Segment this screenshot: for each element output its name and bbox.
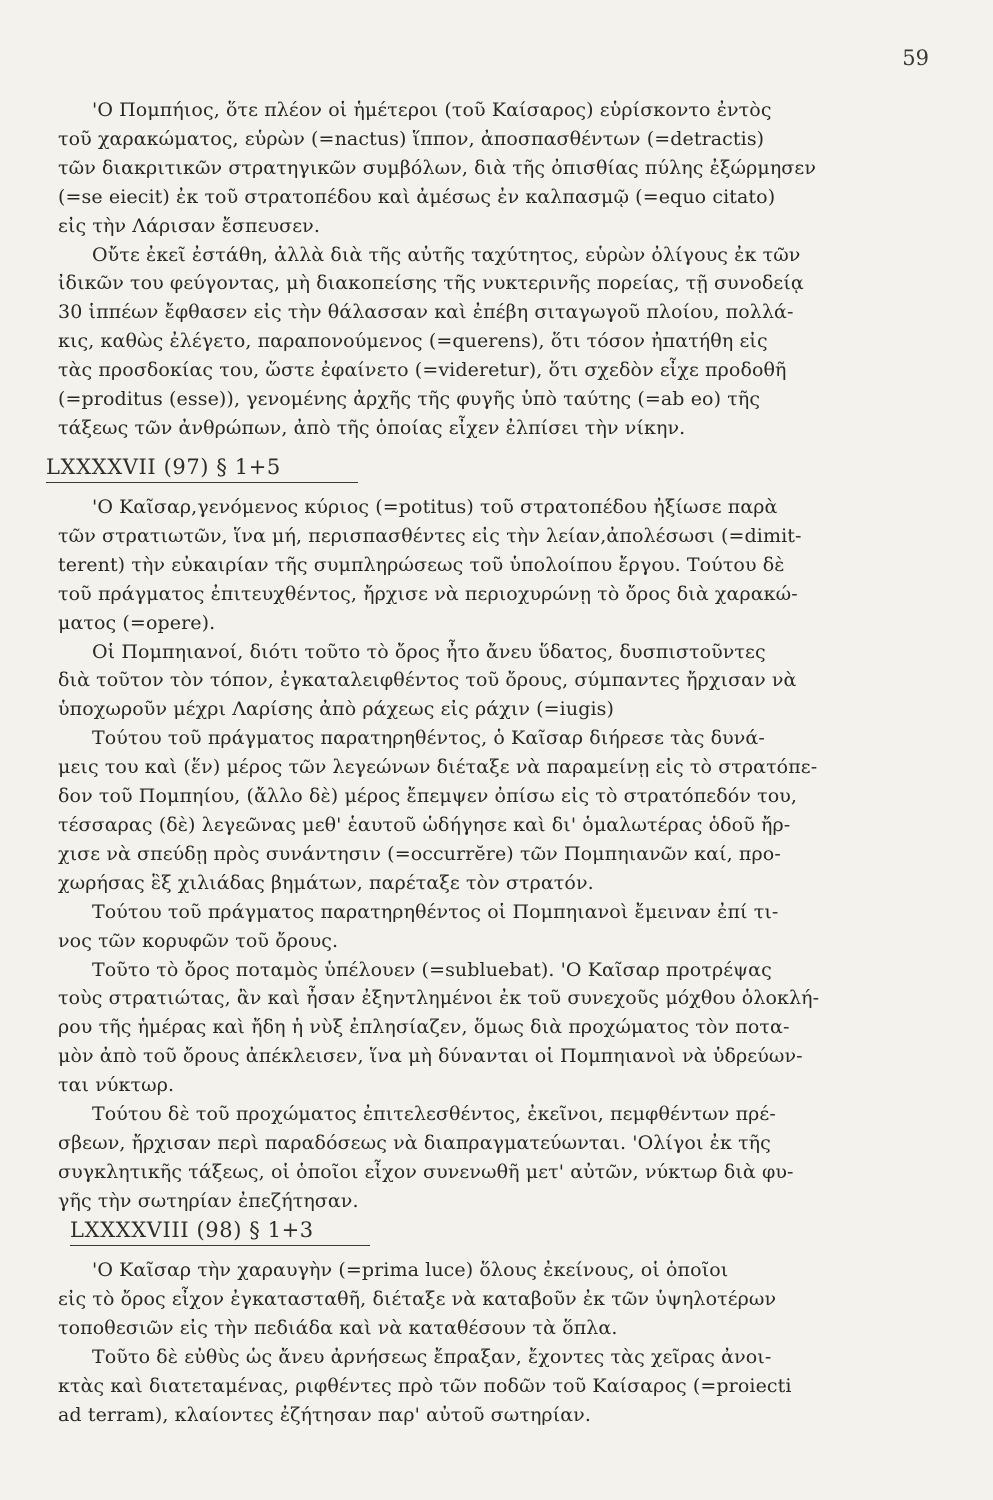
text-line: μὸν ἀπὸ τοῦ ὄρους ἀπέκλεισεν, ἵνα μὴ δύνανται οἱ Πομπηιανοὶ νὰ ὑδρεύων-: [58, 1045, 803, 1068]
text-line: Τούτου τοῦ πράγματος παρατηρηθέντος οἱ Πομπηιανοὶ ἔμειναν ἐπί τι-: [92, 900, 779, 923]
text-line: τοῦ πράγματος ἐπιτευχθέντος, ἤρχισε νὰ περιοχυρώνῃ τὸ ὄρος διὰ χαρακώ-: [58, 582, 798, 605]
text-line: διὰ τοῦτον τὸν τόπον, ἐγκαταλειφθέντος τοῦ ὄρους, σύμπαντες ἤρχισαν νὰ: [58, 669, 797, 692]
text-line: κις, καθὼς ἐλέγετο, παραπονούμενος (=querens), ὅτι τόσον ἠπατήθη εἰς: [58, 330, 768, 353]
chapter-heading-98: LXXXXVIII (98) § 1+3: [70, 1218, 370, 1246]
text-line: χισε νὰ σπεύδῃ πρὸς συνάντησιν (=occurrĕre) τῶν Πομπηιανῶν καί, προ-: [58, 842, 781, 865]
text-line: σβεων, ἤρχισαν περὶ παραδόσεως νὰ διαπραγματεύωνται. 'Ολίγοι ἐκ τῆς: [58, 1131, 771, 1154]
text-line: ρου τῆς ἡμέρας καὶ ἤδη ἡ νὺξ ἐπλησίαζεν, ὅμως διὰ προχώματος τὸν ποτα-: [58, 1016, 790, 1039]
text-line: Τούτου δὲ τοῦ προχώματος ἐπιτελεσθέντος, ἐκεῖνοι, πεμφθέντων πρέ-: [92, 1103, 776, 1126]
text-line: τέσσαρας (δὲ) λεγεῶνας μεθ' ἑαυτοῦ ὡδήγησε καὶ δι' ὁμαλωτέρας ὁδοῦ ἤρ-: [58, 813, 791, 836]
text-line: terent) τὴν εὐκαιρίαν τῆς συμπληρώσεως τοῦ ὑπολοίπου ἔργου. Τούτου δὲ: [58, 553, 785, 576]
text-line: Οὔτε ἐκεῖ ἐστάθη, ἀλλὰ διὰ τῆς αὐτῆς ταχύτητος, εὑρὼν ὀλίγους ἐκ τῶν: [92, 243, 801, 266]
text-line: τοῦ χαρακώματος, εὑρὼν (=nactus) ἵππον, ἀποσπασθέντων (=detractis): [58, 127, 765, 150]
text-line: τάξεως τῶν ἀνθρώπων, ἀπὸ τῆς ὁποίας εἶχεν ἐλπίσει τὴν νίκην.: [58, 416, 686, 439]
paragraph-block-2: [58, 493, 943, 1216]
text-line: Οἱ Πομπηιανοί, διότι τοῦτο τὸ ὄρος ἦτο ἄνευ ὕδατος, δυσπιστοῦντες: [92, 640, 766, 663]
text-line: 'Ο Καῖσαρ τὴν χαραυγὴν (=prima luce) ὅλους ἐκείνους, οἱ ὁποῖοι: [92, 1259, 729, 1281]
text-line: Τοῦτο δὲ εὐθὺς ὡς ἄνευ ἀρνήσεως ἔπραξαν, ἔχοντες τὰς χεῖρας ἀνοι-: [92, 1345, 772, 1368]
text-line: εἰς τὴν Λάρισαν ἔσπευσεν.: [58, 214, 320, 237]
text-line: μεις του καὶ (ἕν) μέρος τῶν λεγεώνων διέταξε νὰ παραμείνῃ εἰς τὸ στρατόπε-: [58, 756, 818, 779]
text-line: χωρήσας ἓξ χιλιάδας βημάτων, παρέταξε τὸν στρατόν.: [58, 871, 594, 894]
text-line: τὰς προσδοκίας του, ὥστε ἐφαίνετο (=videretur), ὅτι σχεδὸν εἶχε προδοθῆ: [58, 359, 787, 382]
text-line: συγκλητικῆς τάξεως, οἱ ὁποῖοι εἶχον συνενωθῆ μετ' αὐτῶν, νύκτωρ διὰ φυ-: [58, 1160, 794, 1183]
text-line: κτὰς καὶ διατεταμένας, ριφθέντες πρὸ τῶν ποδῶν τοῦ Καίσαρος (=proiecti: [58, 1374, 792, 1397]
text-line: Τούτου τοῦ πράγματος παρατηρηθέντος, ὁ Καῖσαρ διήρεσε τὰς δυνά-: [92, 727, 765, 750]
text-line: ἰδικῶν του φεύγοντας, μὴ διακοπείσης τῆς νυκτερινῆς πορείας, τῇ συνοδείᾳ: [58, 272, 804, 295]
text-line: γῆς τὴν σωτηρίαν ἐπεζήτησαν.: [58, 1189, 359, 1212]
text-line: τῶν διακριτικῶν στρατηγικῶν συμβόλων, διὰ τῆς ὀπισθίας πύλης ἐξώρμησεν: [58, 156, 816, 179]
text-line: 30 ἱππέων ἔφθασεν εἰς τὴν θάλασσαν καὶ ἐπέβη σιταγωγοῦ πλοίου, πολλά-: [58, 301, 794, 324]
text-line: τοὺς στρατιώτας, ἂν καὶ ἦσαν ἐξηντλημένοι ἐκ τοῦ συνεχοῦς μόχθου ὁλοκλή-: [58, 987, 820, 1010]
text-line: Τοῦτο τὸ ὄρος ποταμὸς ὑπέλουεν (=subluebat). 'Ο Καῖσαρ προτρέψας: [92, 958, 772, 981]
text-line: εἰς τὸ ὄρος εἶχον ἐγκατασταθῆ, διέταξε νὰ καταβοῦν ἐκ τῶν ὑψηλοτέρων: [58, 1287, 777, 1310]
text-line: δον τοῦ Πομπηίου, (ἄλλο δὲ) μέρος ἔπεμψεν ὀπίσω εἰς τὸ στρατόπεδόν του,: [58, 785, 798, 808]
text-line: τῶν στρατιωτῶν, ἵνα μή, περισπασθέντες εἰς τὴν λείαν,ἀπολέσωσι (=dimit-: [58, 524, 802, 547]
text-line: ad terram), κλαίοντες ἐζήτησαν παρ' αὐτοῦ σωτηρίαν.: [58, 1403, 591, 1426]
text-line: 'Ο Καῖσαρ,γενόμενος κύριος (=potitus) τοῦ στρατοπέδου ἠξίωσε παρὰ: [92, 496, 778, 518]
text-line: (=se eiecit) ἐκ τοῦ στρατοπέδου καὶ ἀμέσως ἐν καλπασμῷ (=equo citato): [58, 185, 776, 208]
text-line: νος τῶν κορυφῶν τοῦ ὄρους.: [58, 929, 339, 952]
text-line: 'Ο Πομπήιος, ὅτε πλέον οἱ ἡμέτεροι (τοῦ Καίσαρος) εὑρίσκοντο ἐντὸς: [92, 99, 772, 121]
text-line: ματος (=opere).: [58, 611, 216, 634]
chapter-heading-97: LXXXXVII (97) § 1+5: [46, 455, 358, 483]
page-number: 59: [902, 46, 929, 70]
text-line: τοποθεσιῶν εἰς τὴν πεδιάδα καὶ νὰ καταθέσουν τὰ ὅπλα.: [58, 1316, 618, 1339]
paragraph-block-1: [58, 96, 943, 443]
text-line: ὑποχωροῦν μέχρι Λαρίσης ἀπὸ ράχεως εἰς ράχιν (=iugis): [58, 698, 615, 721]
text-line: (=proditus (esse)), γενομένης ἀρχῆς τῆς φυγῆς ὑπὸ ταύτης (=ab eo) τῆς: [58, 388, 761, 411]
paragraph-block-3: [58, 1256, 943, 1429]
text-line: ται νύκτωρ.: [58, 1074, 175, 1097]
